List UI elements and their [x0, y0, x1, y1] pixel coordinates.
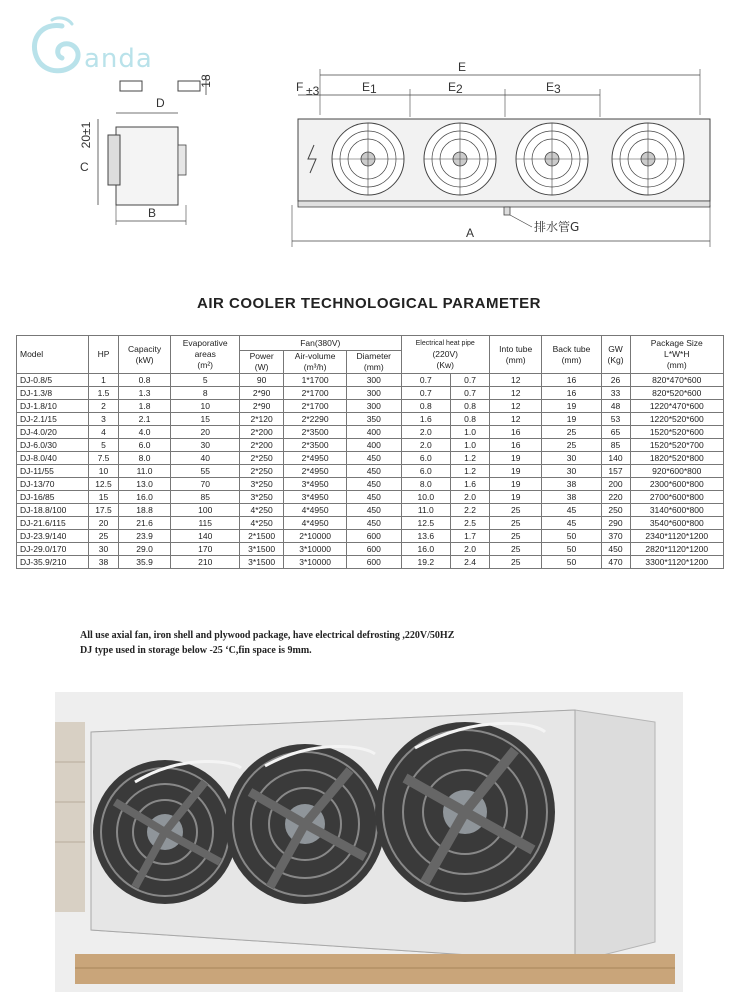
table-cell: 30: [89, 543, 119, 556]
table-cell: 3: [89, 413, 119, 426]
table-row: [17, 530, 724, 543]
table-body: [17, 374, 724, 569]
table-cell: 2*200: [240, 426, 284, 439]
header-power: Power (W): [240, 351, 284, 374]
table-cell: 4*250: [240, 517, 284, 530]
table-cell: 50: [542, 543, 601, 556]
table-cell: 3*10000: [284, 543, 347, 556]
table-cell: 820*520*600: [630, 387, 723, 400]
table-cell: 300: [347, 387, 401, 400]
table-cell: 30: [171, 439, 240, 452]
dim-f-label: F: [296, 80, 304, 94]
header-package-size: Package Size L*W*H (mm): [630, 336, 723, 374]
table-cell: 470: [601, 556, 630, 569]
table-cell: 15: [89, 491, 119, 504]
table-cell: 2.5: [451, 517, 490, 530]
table-cell: 2820*1120*1200: [630, 543, 723, 556]
table-cell: 2.0: [401, 426, 451, 439]
table-cell: 400: [347, 426, 401, 439]
table-cell: 2*3500: [284, 426, 347, 439]
table-cell: 250: [601, 504, 630, 517]
table-cell: 1220*520*600: [630, 413, 723, 426]
table-cell: 170: [171, 543, 240, 556]
table-cell: 210: [171, 556, 240, 569]
table-cell: 1.0: [451, 439, 490, 452]
table-cell: 3*250: [240, 478, 284, 491]
table-cell: 38: [89, 556, 119, 569]
note-line-1: All use axial fan, iron shell and plywood package, have electrical defrosting ,220V/50HZ: [80, 630, 455, 641]
table-cell: DJ-0.8/5: [17, 374, 89, 387]
table-cell: 19.2: [401, 556, 451, 569]
table-cell: DJ-13/70: [17, 478, 89, 491]
table-cell: 2*1700: [284, 387, 347, 400]
table-cell: 920*600*800: [630, 465, 723, 478]
table-cell: 16: [489, 439, 542, 452]
table-cell: 1: [89, 374, 119, 387]
table-cell: 450: [347, 504, 401, 517]
dim-e1-sub: 1: [370, 82, 377, 96]
table-cell: 600: [347, 556, 401, 569]
table-cell: 3*1500: [240, 543, 284, 556]
product-photo: [55, 692, 683, 992]
table-cell: DJ-21.6/115: [17, 517, 89, 530]
photo-fan-2: [225, 744, 385, 904]
side-view-drawing: [60, 55, 240, 235]
table-cell: 1820*520*800: [630, 452, 723, 465]
table-cell: 38: [542, 478, 601, 491]
table-cell: 2*90: [240, 387, 284, 400]
dim-18-label: 18: [199, 74, 213, 88]
table-cell: 30: [542, 452, 601, 465]
table-cell: 2700*600*800: [630, 491, 723, 504]
table-cell: 3300*1120*1200: [630, 556, 723, 569]
dim-e2-label: E: [448, 80, 457, 94]
table-row: [17, 387, 724, 400]
table-cell: 23.9: [118, 530, 171, 543]
table-cell: 400: [347, 439, 401, 452]
table-cell: 300: [347, 374, 401, 387]
table-row: [17, 426, 724, 439]
table-cell: DJ-2.1/15: [17, 413, 89, 426]
table-cell: 2*250: [240, 452, 284, 465]
table-cell: 2300*600*800: [630, 478, 723, 491]
table-cell: 3*10000: [284, 556, 347, 569]
header-diameter: Diameter (mm): [347, 351, 401, 374]
table-cell: 1520*520*600: [630, 426, 723, 439]
table-cell: 10: [89, 465, 119, 478]
table-cell: 1.2: [451, 452, 490, 465]
table-cell: 2*250: [240, 465, 284, 478]
table-cell: 2.0: [451, 543, 490, 556]
table-row: [17, 491, 724, 504]
table-cell: DJ-35.9/210: [17, 556, 89, 569]
table-cell: 0.7: [451, 374, 490, 387]
table-cell: 2*4950: [284, 452, 347, 465]
table-cell: 450: [601, 543, 630, 556]
table-cell: 5: [171, 374, 240, 387]
front-view-drawing: [270, 55, 720, 255]
table-title: AIR COOLER TECHNOLOGICAL PARAMETER: [197, 295, 541, 312]
table-cell: 48: [601, 400, 630, 413]
table-cell: DJ-16/85: [17, 491, 89, 504]
table-row: [17, 517, 724, 530]
table-cell: 19: [489, 452, 542, 465]
table-cell: 25: [542, 439, 601, 452]
note-line-2: DJ type used in storage below -25 ‘C,fin space is 9mm.: [80, 645, 312, 656]
table-cell: 0.7: [451, 387, 490, 400]
table-cell: 50: [542, 556, 601, 569]
table-cell: 17.5: [89, 504, 119, 517]
table-cell: 2*200: [240, 439, 284, 452]
table-cell: 2.4: [451, 556, 490, 569]
header-gw: GW (Kg): [601, 336, 630, 374]
table-cell: DJ-8.0/40: [17, 452, 89, 465]
table-cell: 4: [89, 426, 119, 439]
fan-guard-1: [332, 123, 404, 195]
table-cell: 2.2: [451, 504, 490, 517]
dim-e1-label: E: [362, 80, 371, 94]
table-cell: 26: [601, 374, 630, 387]
table-cell: DJ-1.8/10: [17, 400, 89, 413]
table-cell: 8.0: [118, 452, 171, 465]
table-cell: 16.0: [118, 491, 171, 504]
table-cell: 21.6: [118, 517, 171, 530]
dim-d-label: D: [156, 96, 165, 110]
table-cell: 1.8: [118, 400, 171, 413]
table-row: [17, 543, 724, 556]
table-cell: 1*1700: [284, 374, 347, 387]
table-cell: 11.0: [118, 465, 171, 478]
table-cell: 1.5: [89, 387, 119, 400]
table-cell: 8: [171, 387, 240, 400]
table-cell: 140: [171, 530, 240, 543]
header-capacity: Capacity (kW): [118, 336, 171, 374]
table-cell: 2.0: [451, 491, 490, 504]
header-evaporative: Evaporative areas (m²): [171, 336, 240, 374]
table-cell: 10: [171, 400, 240, 413]
table-cell: 4*250: [240, 504, 284, 517]
table-cell: 0.7: [401, 387, 451, 400]
fan-guard-3: [516, 123, 588, 195]
table-cell: 2.1: [118, 413, 171, 426]
table-cell: 16: [542, 387, 601, 400]
fan-guard-2: [424, 123, 496, 195]
parameter-table: [16, 335, 724, 569]
table-cell: 0.8: [118, 374, 171, 387]
table-cell: 2340*1120*1200: [630, 530, 723, 543]
fan-guard-4: [612, 123, 684, 195]
table-cell: 200: [601, 478, 630, 491]
logo-wordmark: anda: [84, 44, 153, 74]
table-cell: 0.8: [451, 400, 490, 413]
table-cell: 50: [542, 530, 601, 543]
table-cell: 85: [171, 491, 240, 504]
table-cell: 2: [89, 400, 119, 413]
dim-c-label: C: [80, 160, 89, 174]
table-cell: 2*120: [240, 413, 284, 426]
table-cell: 25: [489, 556, 542, 569]
table-cell: 45: [542, 517, 601, 530]
table-cell: 29.0: [118, 543, 171, 556]
table-cell: 450: [347, 465, 401, 478]
table-cell: 16: [489, 426, 542, 439]
table-cell: 1.7: [451, 530, 490, 543]
table-cell: 3*4950: [284, 478, 347, 491]
table-cell: 55: [171, 465, 240, 478]
table-cell: 450: [347, 478, 401, 491]
dim-b-label: B: [148, 206, 157, 220]
table-cell: 30: [542, 465, 601, 478]
table-cell: 5: [89, 439, 119, 452]
table-row: [17, 413, 724, 426]
table-cell: DJ-18.8/100: [17, 504, 89, 517]
table-cell: 65: [601, 426, 630, 439]
table-cell: 25: [89, 530, 119, 543]
table-cell: 19: [489, 491, 542, 504]
table-cell: 85: [601, 439, 630, 452]
table-cell: DJ-29.0/170: [17, 543, 89, 556]
table-cell: 25: [489, 517, 542, 530]
dim-a-label: A: [466, 226, 475, 240]
header-air-volume: Air-volume (m³/h): [284, 351, 347, 374]
table-cell: 0.8: [401, 400, 451, 413]
header-hp: HP: [89, 336, 119, 374]
table-cell: 4*4950: [284, 504, 347, 517]
table-cell: 6.0: [401, 452, 451, 465]
table-cell: 25: [489, 504, 542, 517]
table-cell: 12.5: [401, 517, 451, 530]
dim-e2-sub: 2: [456, 82, 463, 96]
table-cell: 13.0: [118, 478, 171, 491]
table-cell: 3540*600*800: [630, 517, 723, 530]
table-cell: 370: [601, 530, 630, 543]
table-cell: 2*1500: [240, 530, 284, 543]
table-cell: 4*4950: [284, 517, 347, 530]
table-cell: 16: [542, 374, 601, 387]
dim-20-label: 20±1: [79, 121, 93, 149]
table-cell: 820*470*600: [630, 374, 723, 387]
table-cell: 3*4950: [284, 491, 347, 504]
table-cell: 450: [347, 491, 401, 504]
table-cell: 1520*520*700: [630, 439, 723, 452]
table-cell: 3*1500: [240, 556, 284, 569]
table-cell: DJ-11/55: [17, 465, 89, 478]
table-cell: 12.5: [89, 478, 119, 491]
table-cell: 300: [347, 400, 401, 413]
photo-fan-3: [375, 722, 555, 902]
table-cell: 4.0: [118, 426, 171, 439]
table-cell: 6.0: [118, 439, 171, 452]
table-cell: 25: [489, 530, 542, 543]
table-cell: 11.0: [401, 504, 451, 517]
table-cell: 38: [542, 491, 601, 504]
table-cell: 25: [542, 426, 601, 439]
table-cell: 12: [489, 413, 542, 426]
table-cell: 600: [347, 530, 401, 543]
table-row: [17, 374, 724, 387]
header-fan-group: Fan(380V): [240, 336, 401, 351]
table-cell: 19: [542, 413, 601, 426]
table-cell: DJ-4.0/20: [17, 426, 89, 439]
table-cell: 12: [489, 400, 542, 413]
dim-e-label: E: [458, 60, 467, 74]
table-cell: 20: [171, 426, 240, 439]
table-cell: 2*10000: [284, 530, 347, 543]
table-cell: 25: [489, 543, 542, 556]
table-cell: 45: [542, 504, 601, 517]
table-cell: DJ-23.9/140: [17, 530, 89, 543]
table-cell: 90: [240, 374, 284, 387]
header-into-tube: Into tube (mm): [489, 336, 542, 374]
table-cell: 19: [489, 478, 542, 491]
table-cell: 35.9: [118, 556, 171, 569]
table-cell: 290: [601, 517, 630, 530]
drain-pipe-label: 排水管G: [534, 220, 580, 234]
table-row: [17, 452, 724, 465]
table-cell: 1.6: [401, 413, 451, 426]
table-cell: 3140*600*800: [630, 504, 723, 517]
table-cell: 450: [347, 517, 401, 530]
table-cell: 1.6: [451, 478, 490, 491]
header-back-tube: Back tube (mm): [542, 336, 601, 374]
table-row: [17, 556, 724, 569]
table-cell: 53: [601, 413, 630, 426]
table-cell: 2*90: [240, 400, 284, 413]
dim-f-tolerance: ±3: [306, 84, 320, 98]
table-cell: 0.8: [451, 413, 490, 426]
table-cell: 157: [601, 465, 630, 478]
header-heat-pipe: Electrical heat pipe (220V) (Kw): [401, 336, 489, 374]
table-cell: 100: [171, 504, 240, 517]
table-cell: 450: [347, 452, 401, 465]
table-cell: 15: [171, 413, 240, 426]
table-cell: 1.3: [118, 387, 171, 400]
table-cell: 12: [489, 374, 542, 387]
table-cell: 2*1700: [284, 400, 347, 413]
table-cell: 2*2290: [284, 413, 347, 426]
table-cell: 115: [171, 517, 240, 530]
table-cell: 140: [601, 452, 630, 465]
table-cell: 350: [347, 413, 401, 426]
table-cell: 7.5: [89, 452, 119, 465]
table-cell: 20: [89, 517, 119, 530]
table-cell: 1.0: [451, 426, 490, 439]
table-row: [17, 478, 724, 491]
table-cell: 600: [347, 543, 401, 556]
table-cell: 70: [171, 478, 240, 491]
table-cell: 16.0: [401, 543, 451, 556]
table-cell: 2*4950: [284, 465, 347, 478]
table-cell: 220: [601, 491, 630, 504]
table-cell: 3*250: [240, 491, 284, 504]
table-row: [17, 504, 724, 517]
table-cell: 40: [171, 452, 240, 465]
table-row: [17, 465, 724, 478]
table-cell: 18.8: [118, 504, 171, 517]
table-cell: 2*3500: [284, 439, 347, 452]
table-cell: 0.7: [401, 374, 451, 387]
header-model: Model: [17, 336, 89, 374]
table-cell: 1220*470*600: [630, 400, 723, 413]
table-row: [17, 400, 724, 413]
table-cell: 2.0: [401, 439, 451, 452]
notes: [80, 628, 454, 658]
table-cell: 8.0: [401, 478, 451, 491]
table-cell: 12: [489, 387, 542, 400]
table-cell: 33: [601, 387, 630, 400]
dim-e3-label: E: [546, 80, 555, 94]
table-row: [17, 439, 724, 452]
table-cell: 19: [542, 400, 601, 413]
table-cell: 19: [489, 465, 542, 478]
table-cell: 6.0: [401, 465, 451, 478]
table-cell: 1.2: [451, 465, 490, 478]
table-cell: 13.6: [401, 530, 451, 543]
table-cell: DJ-6.0/30: [17, 439, 89, 452]
table-cell: 10.0: [401, 491, 451, 504]
dim-e3-sub: 3: [554, 82, 561, 96]
table-cell: DJ-1.3/8: [17, 387, 89, 400]
